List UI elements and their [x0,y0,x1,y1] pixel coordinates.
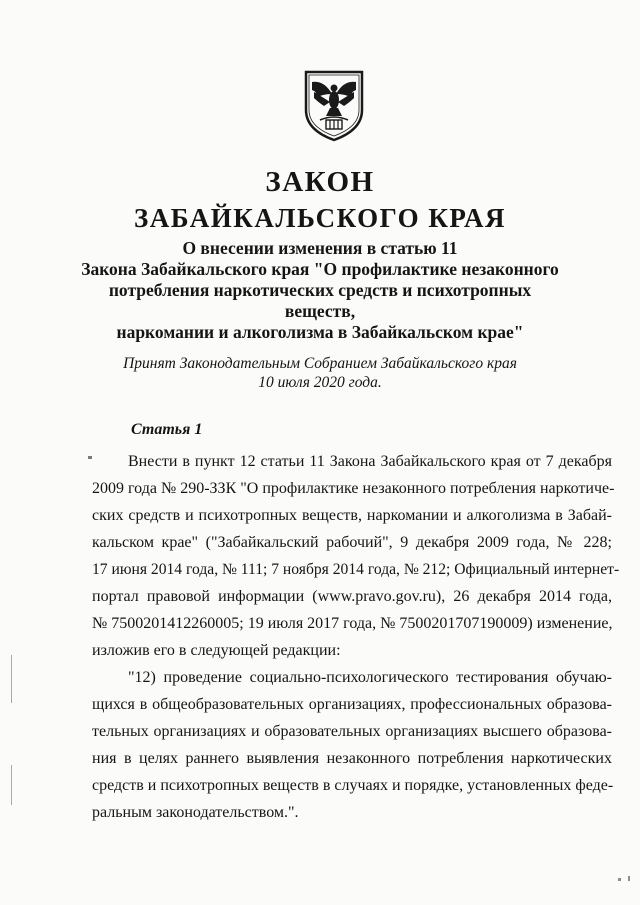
scan-artifact-line [11,765,12,805]
document-type-title: ЗАКОН [265,166,375,198]
paragraph-line: средств и психотропных веществ в случаях и порядке, установленных феде- [92,777,614,794]
paragraph-line: 17 июня 2014 года, № 111; 7 ноября 2014 года, № 212; Официальный интернет- [92,561,620,578]
subtitle-line: О внесении изменения в статью 11 [182,238,458,258]
paragraph-line: кальском крае" ("Забайкальский рабочий", 9 декабря 2009 года, № 228; [92,534,612,551]
scan-artifact-dot [88,456,92,459]
adoption-note [0,354,640,392]
scan-artifact-dot [618,878,621,881]
paragraph-line: портал правовой информации (www.pravo.gov.ru), 26 декабря 2014 года, [92,588,612,605]
adoption-line-body: Принят Законодательным Собранием Забайкальского края [123,355,517,372]
paragraph-line: 2009 года № 290-ЗЗК "О профилактике незаконного потребления наркотиче- [92,480,615,497]
law-subtitle [80,238,560,343]
paragraph-line: щихся в общеобразовательных организациях, профессиональных образова- [92,696,612,713]
scan-artifact-dot [628,876,630,881]
subtitle-line: потребления наркотических средств и психотропных веществ, [108,280,532,321]
paragraph-line: № 7500201412260005; 19 июля 2017 года, № 7500201707190009) изменение, [92,615,613,632]
paragraph-line: тельных организациях и образовательных организациях высшего образова- [92,723,612,740]
paragraph-line: "12) проведение социально-психологического тестирования обучаю- [128,669,612,686]
subtitle-line: Закона Забайкальского края "О профилактике незаконного [81,259,559,279]
article-heading: Статья 1 [131,421,203,438]
region-title: ЗАБАЙКАЛЬСКОГО КРАЯ [134,203,506,233]
subtitle-line: наркомании и алкоголизма в Забайкальском крае" [116,322,524,342]
paragraph-line: изложив его в следующей редакции: [92,642,341,659]
paragraph-line: ния в целях раннего выявления незаконного потребления наркотических [92,750,612,767]
adoption-line-date: 10 июля 2020 года. [258,374,382,391]
scan-artifact-line [11,655,12,703]
paragraph-line: Внести в пункт 12 статьи 11 Закона Забайкальского края от 7 декабря [128,453,612,470]
paragraph-line: ральным законодательством.". [92,804,299,821]
paragraph-line: ских средств и психотропных веществ, наркомании и алкоголизма в Забай- [92,507,612,524]
coat-of-arms-icon [302,68,366,142]
